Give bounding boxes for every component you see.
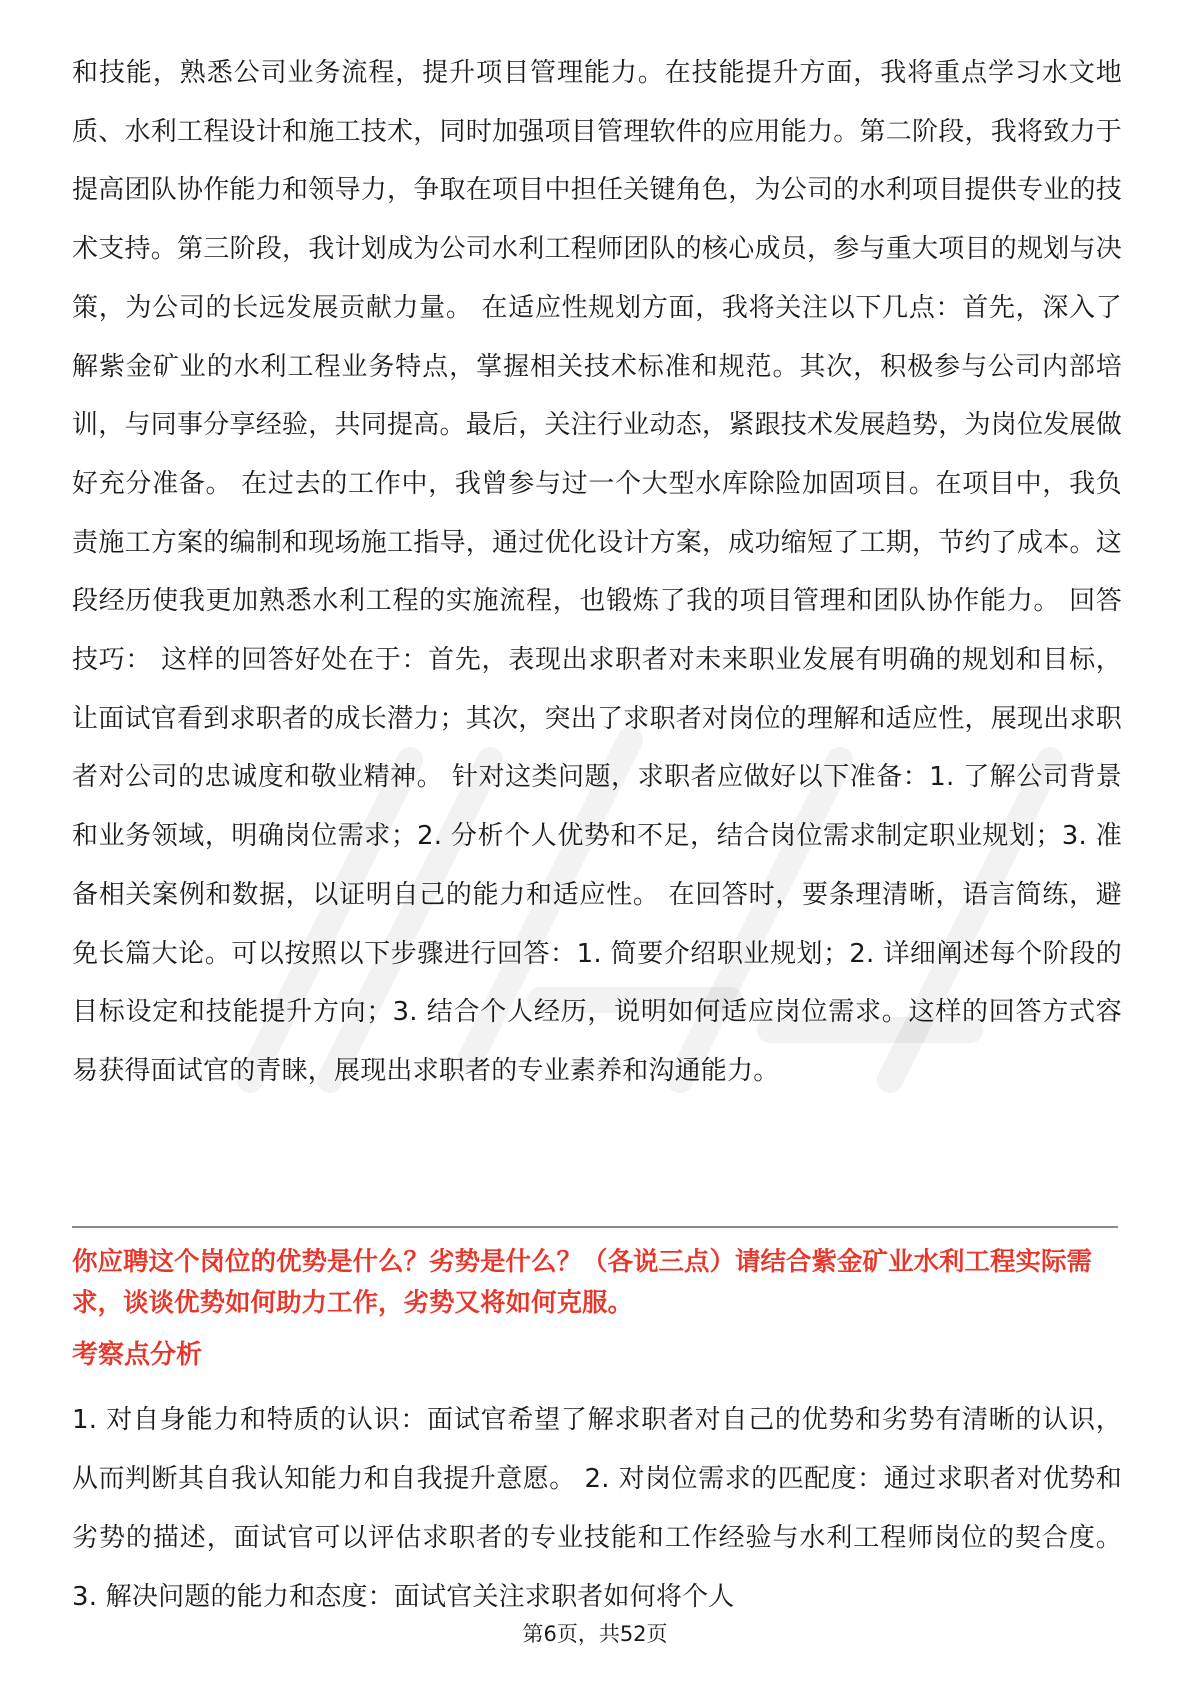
body-paragraph: 和技能，熟悉公司业务流程，提升项目管理能力。在技能提升方面，我将重点学习水文地质、水利工程设计和施工技术，同时加强项目管理软件的应用能力。第二阶段，我将致力于提高团队协作能力和领导力，争取在项目中担任关键角色，为公司的水利项目提供专业的技术支持。第三阶段，我计划成为公司水利工程师团队的核心成员，参与重大项目的规划与决策，为公司的长远发展贡献力量。 在适应性规划方面，我将关注以下几点：首先，深入了解紫金矿业的水利工程业务特点，掌握相关技术标准和规范。其次，积极参与公司内部培训，与同事分享经验，共同提高。最后，关注行业动态，紧跟技术发展趋势，为岗位发展做好充分准备。 在过去的工作中，我曾参与过一个大型水库除险加固项目。在项目中，我负责施工方案的编制和现场施工指导，通过优化设计方案，成功缩短了工期，节约了成本。这段经历使我更加熟悉水利工程的实施流程，也锻炼了我的项目管理和团队协作能力。 回答技巧： 这样的回答好处在于：首先，表现出求职者对未来职业发展有明确的规划和目标，让面试官看到求职者的成长潜力；其次，突出了求职者对岗位的理解和适应性，展现出求职者对公司的忠诚度和敬业精神。 针对这类问题，求职者应做好以下准备：1. 了解公司背景和业务领域，明确岗位需求；2. 分析个人优势和不足，结合岗位需求制定职业规划；3. 准备相关案例和数据，以证明自己的能力和适应性。 在回答时，要条理清晰，语言简练，避免长篇大论。可以按照以下步骤进行回答：1. 简要介绍职业规划；2. 详细阐述每个阶段的目标设定和技能提升方向；3. 结合个人经历，说明如何适应岗位需求。这样的回答方式容易获得面试官的青睐，展现出求职者的专业素养和沟通能力。 xyxy=(72,58,1122,1086)
page-footer: 第6页，共52页 xyxy=(522,1622,668,1646)
interview-question: 你应聘这个岗位的优势是什么？劣势是什么？（各说三点）请结合紫金矿业水利工程实际需求，谈谈优势如何助力工作，劣势又将如何克服。 xyxy=(72,1247,1093,1318)
section-heading: 考察点分析 xyxy=(72,1340,203,1370)
section-divider xyxy=(72,1226,1118,1228)
analysis-paragraph: 1. 对自身能力和特质的认识：面试官希望了解求职者对自己的优势和劣势有清晰的认识，从而判断其自我认知能力和自我提升意愿。 2. 对岗位需求的匹配度：通过求职者对优势和劣势的描述，面试官可以评估求职者的专业技能和工作经验与水利工程师岗位的契合度。 3. 解决问题的能力和态度：面试官关注求职者如何将个人 xyxy=(72,1405,1122,1612)
